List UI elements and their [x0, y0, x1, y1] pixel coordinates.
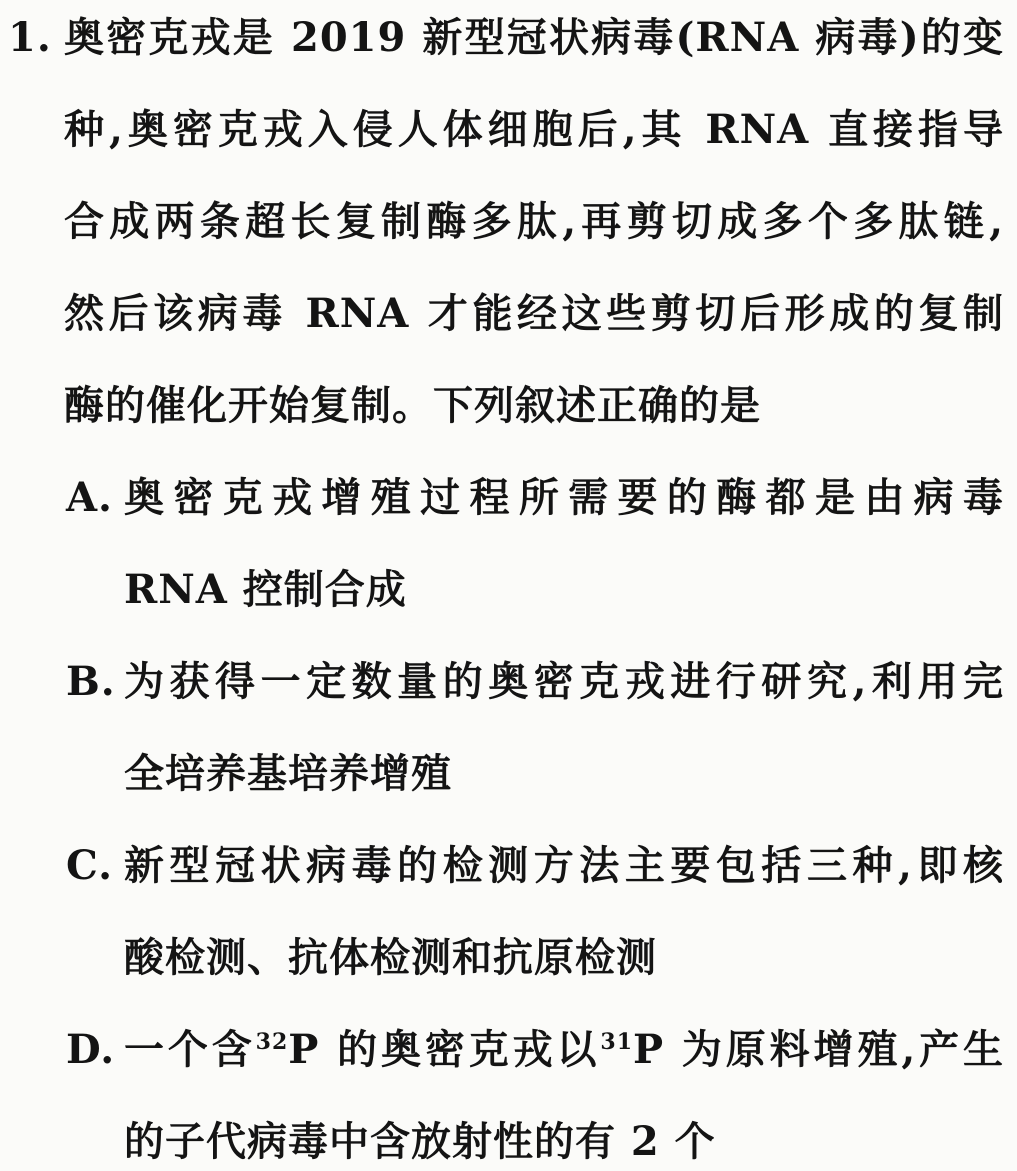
option-c-text-2: 酸检测、抗体检测和抗原检测	[124, 934, 657, 981]
option-a-text-2: RNA 控制合成	[124, 566, 407, 613]
option-d-text-1	[124, 1004, 1004, 1096]
stem-text-2: 种,奥密克戎入侵人体细胞后,其 RNA 直接指导	[64, 106, 1004, 153]
option-d-part-1: 一个含	[124, 1026, 256, 1073]
option-d-part-2: P 的奥密克戎以	[288, 1026, 601, 1073]
question-number: 1.	[8, 14, 52, 61]
option-d-text-2: 的子代病毒中含放射性的有 2 个	[124, 1118, 716, 1165]
option-c-text-1: 新型冠状病毒的检测方法主要包括三种,即核	[124, 842, 1004, 889]
option-d-part-3: P 为原料增殖,产生	[633, 1026, 1004, 1073]
option-a-text-1: 奥密克戎增殖过程所需要的酶都是由病毒	[124, 474, 1004, 521]
option-a-label: A.	[66, 474, 113, 521]
option-b-text-1: 为获得一定数量的奥密克戎进行研究,利用完	[124, 658, 1004, 705]
option-d-label: D.	[66, 1026, 116, 1073]
stem-text-5: 酶的催化开始复制。下列叙述正确的是	[64, 382, 761, 429]
option-c-label: C.	[66, 842, 114, 889]
isotope-32-superscript: 32	[255, 1029, 289, 1055]
stem-text-1: 奥密克戎是 2019 新型冠状病毒(RNA 病毒)的变	[64, 14, 1004, 61]
option-b-label: B.	[66, 658, 116, 705]
isotope-31-superscript: 31	[600, 1029, 634, 1055]
option-b-text-2: 全培养基培养增殖	[124, 750, 452, 797]
stem-text-4: 然后该病毒 RNA 才能经这些剪切后形成的复制	[64, 290, 1004, 337]
stem-text-3: 合成两条超长复制酶多肽,再剪切成多个多肽链,	[64, 198, 1004, 245]
